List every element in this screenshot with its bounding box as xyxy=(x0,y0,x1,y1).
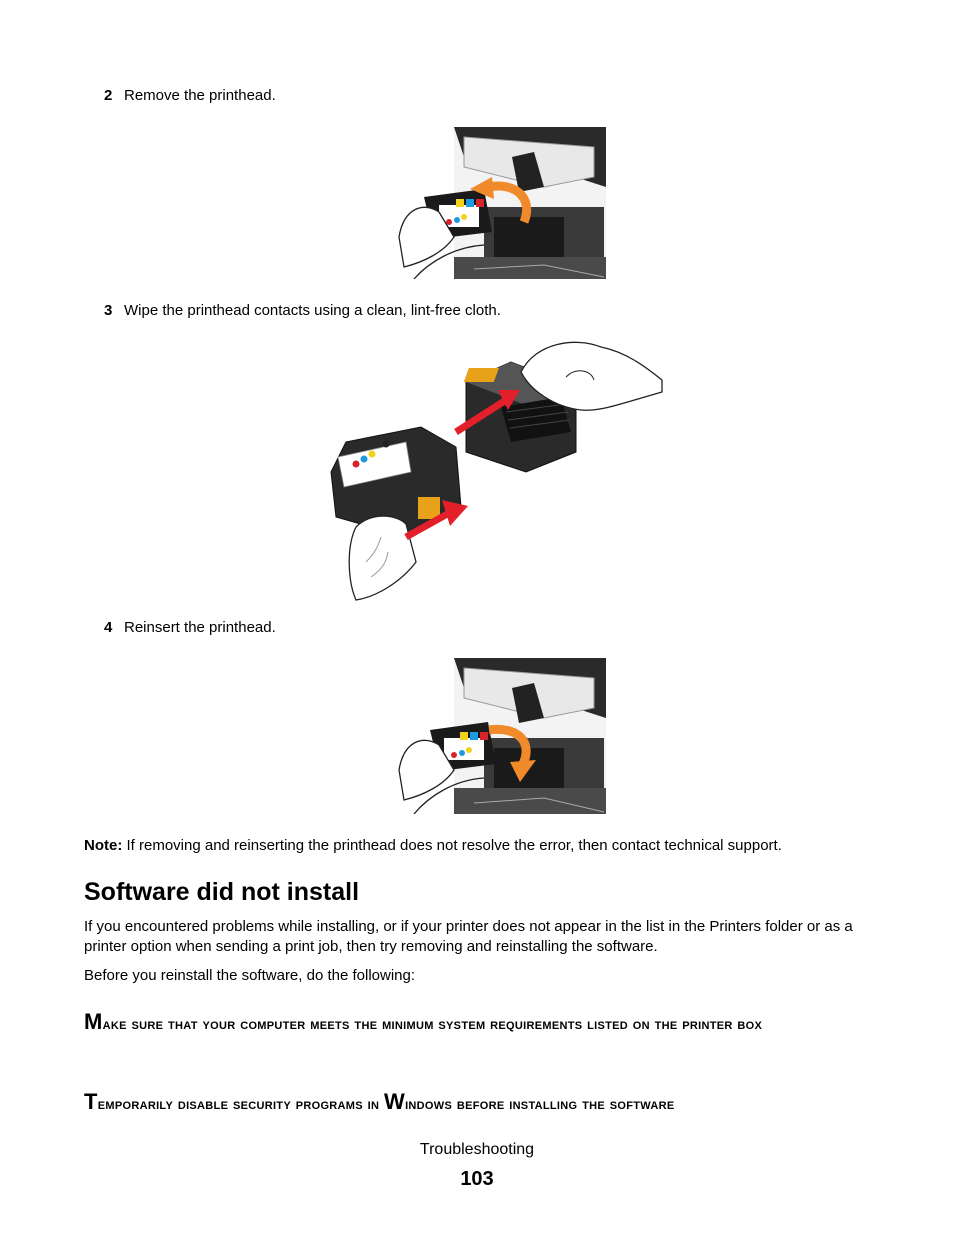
step-text: Reinsert the printhead. xyxy=(124,619,276,636)
note-label: Note: xyxy=(84,837,123,854)
section-title: Software did not install xyxy=(84,878,360,906)
subheading-text: ake sure that your computer meets the minimum system requirements listed on the printer box xyxy=(102,1016,763,1033)
page-number: 103 xyxy=(460,1168,494,1190)
step-4 xyxy=(104,619,276,637)
note-text: If removing and reinserting the printhead does not resolve the error, then contact technical support. xyxy=(122,837,782,854)
step-2 xyxy=(104,87,276,105)
footer-title: Troubleshooting xyxy=(419,1141,535,1158)
step-3 xyxy=(104,302,501,320)
subheading-system-requirements xyxy=(84,1008,884,1039)
subheading-disable-security xyxy=(84,1088,884,1119)
step-number: 3 xyxy=(104,302,113,319)
subheading-initial: M xyxy=(84,1009,103,1034)
reinsert-printhead-illustration xyxy=(394,658,608,814)
subheading-text: indows before installing the software xyxy=(405,1096,675,1113)
remove-printhead-illustration xyxy=(394,127,608,279)
note xyxy=(84,836,874,856)
subheading-initial: W xyxy=(383,1089,406,1114)
step-number: 2 xyxy=(104,87,113,104)
subheading-text: emporarily disable security programs in xyxy=(97,1096,384,1113)
section-paragraph: If you encountered problems while installing, or if your printer does not appear in the list in the Printers folder or as a printer option when sending a print job, then try removing and reinstalling the software. xyxy=(84,918,853,955)
subheading-initial: T xyxy=(84,1089,98,1114)
step-number: 4 xyxy=(104,619,113,636)
step-text: Remove the printhead. xyxy=(124,87,276,104)
wipe-contacts-illustration xyxy=(326,332,666,604)
section-paragraph: Before you reinstall the software, do the following: xyxy=(84,967,416,984)
step-text: Wipe the printhead contacts using a clean, lint-free cloth. xyxy=(124,302,501,319)
